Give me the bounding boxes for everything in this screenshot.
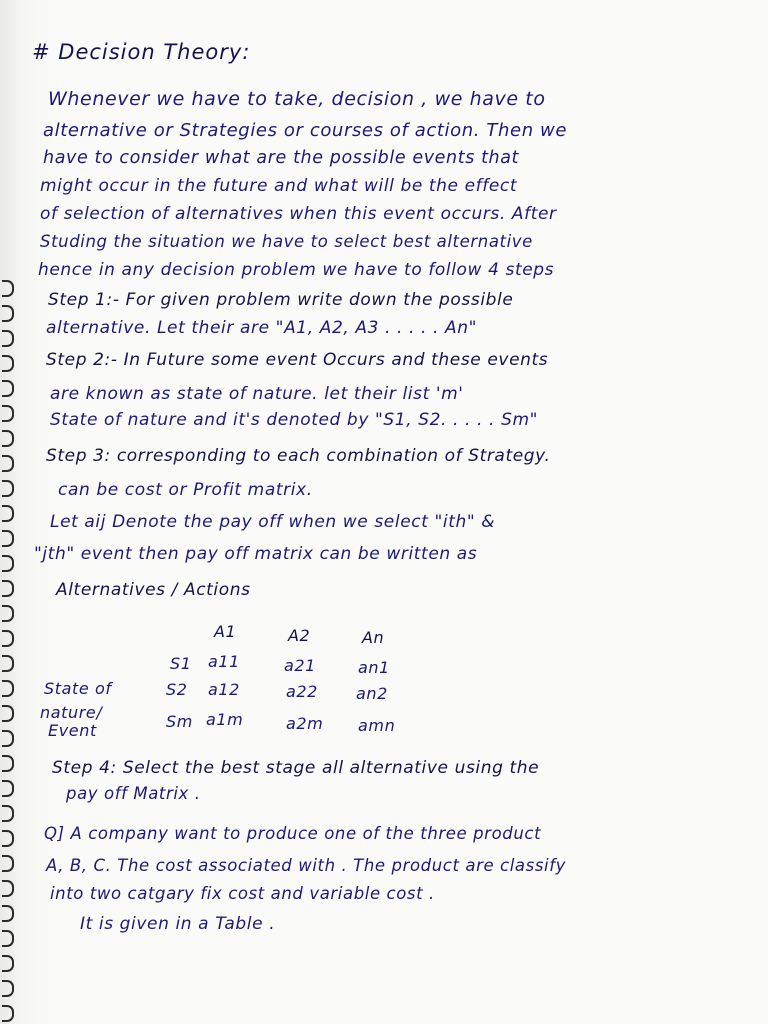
paragraph-line: of selection of alternatives when this event occurs. After bbox=[40, 204, 557, 224]
paragraph-line: Whenever we have to take, decision , we have to bbox=[48, 88, 546, 110]
step2-line: State of nature and it's denoted by "S1, S2. . . . . Sm" bbox=[50, 410, 539, 430]
spiral-ring bbox=[2, 905, 14, 922]
step1-line: alternative. Let their are "A1, A2, A3 . . . . . An" bbox=[46, 318, 478, 338]
spiral-ring bbox=[2, 430, 14, 447]
side-label: State of bbox=[44, 679, 112, 698]
table-cell: a12 bbox=[208, 680, 240, 699]
spiral-ring bbox=[2, 605, 14, 622]
side-label: nature/ bbox=[40, 703, 103, 722]
spiral-ring bbox=[2, 305, 14, 322]
spiral-ring bbox=[2, 555, 14, 572]
spiral-ring bbox=[2, 355, 14, 372]
question-line: Q] A company want to produce one of the three product bbox=[44, 824, 542, 843]
table-cell: a1m bbox=[206, 710, 244, 729]
table-cell: a21 bbox=[284, 656, 316, 675]
paragraph-line: might occur in the future and what will be the effect bbox=[40, 176, 518, 196]
step3-line: Let aij Denote the pay off when we select "ith" & bbox=[50, 512, 496, 532]
spiral-ring bbox=[2, 280, 14, 297]
spiral-ring bbox=[2, 530, 14, 547]
table-cell: an1 bbox=[358, 658, 390, 677]
table-cell: an2 bbox=[356, 684, 388, 703]
question-line: It is given in a Table . bbox=[80, 914, 276, 934]
spiral-ring bbox=[2, 755, 14, 772]
spiral-ring bbox=[2, 780, 14, 797]
spiral-ring bbox=[2, 480, 14, 497]
spiral-ring bbox=[2, 1005, 14, 1022]
spiral-ring bbox=[2, 580, 14, 597]
spiral-ring bbox=[2, 330, 14, 347]
step4-line: pay off Matrix . bbox=[66, 784, 201, 803]
spiral-ring bbox=[2, 930, 14, 947]
step2-line: are known as state of nature. let their list 'm' bbox=[50, 384, 464, 404]
question-line: A, B, C. The cost associated with . The product are classify bbox=[46, 856, 566, 875]
table-cell: a22 bbox=[286, 682, 318, 701]
side-label: Event bbox=[48, 721, 97, 740]
step1-line: Step 1:- For given problem write down the possible bbox=[48, 290, 514, 310]
spiral-binding bbox=[0, 0, 22, 1024]
table-cell: a11 bbox=[208, 652, 240, 671]
table-row-label: S2 bbox=[166, 680, 188, 699]
spiral-ring bbox=[2, 730, 14, 747]
step4-line: Step 4: Select the best stage all alternative using the bbox=[52, 758, 540, 778]
spiral-ring bbox=[2, 655, 14, 672]
paragraph-line: have to consider what are the possible events that bbox=[43, 148, 520, 168]
table-header: An bbox=[362, 628, 385, 647]
table-cell: amn bbox=[358, 716, 396, 735]
spiral-ring bbox=[2, 830, 14, 847]
spiral-ring bbox=[2, 980, 14, 997]
question-line: into two catgary fix cost and variable cost . bbox=[50, 884, 435, 903]
spiral-ring bbox=[2, 705, 14, 722]
spiral-ring bbox=[2, 805, 14, 822]
paragraph-line: alternative or Strategies or courses of action. Then we bbox=[43, 120, 568, 141]
spiral-ring bbox=[2, 680, 14, 697]
table-header: A2 bbox=[288, 626, 311, 645]
spiral-ring bbox=[2, 955, 14, 972]
spiral-ring bbox=[2, 405, 14, 422]
spiral-ring bbox=[2, 630, 14, 647]
spiral-ring bbox=[2, 855, 14, 872]
step2-line: Step 2:- In Future some event Occurs and these events bbox=[46, 350, 549, 370]
step3-line: "jth" event then pay off matrix can be written as bbox=[34, 544, 478, 564]
paragraph-line: Studing the situation we have to select best alternative bbox=[40, 232, 533, 251]
page-title: # Decision Theory: bbox=[32, 40, 251, 64]
step3-line: Step 3: corresponding to each combination of Strategy. bbox=[46, 446, 551, 466]
spiral-ring bbox=[2, 455, 14, 472]
table-header: A1 bbox=[214, 622, 237, 641]
step3-line: Alternatives / Actions bbox=[56, 580, 251, 600]
spiral-ring bbox=[2, 880, 14, 897]
table-row-label: S1 bbox=[170, 654, 192, 673]
table-row-label: Sm bbox=[166, 712, 193, 731]
paragraph-line: hence in any decision problem we have to follow 4 steps bbox=[38, 260, 555, 280]
spiral-ring bbox=[2, 505, 14, 522]
spiral-ring bbox=[2, 380, 14, 397]
table-cell: a2m bbox=[286, 714, 324, 733]
step3-line: can be cost or Profit matrix. bbox=[58, 480, 313, 500]
